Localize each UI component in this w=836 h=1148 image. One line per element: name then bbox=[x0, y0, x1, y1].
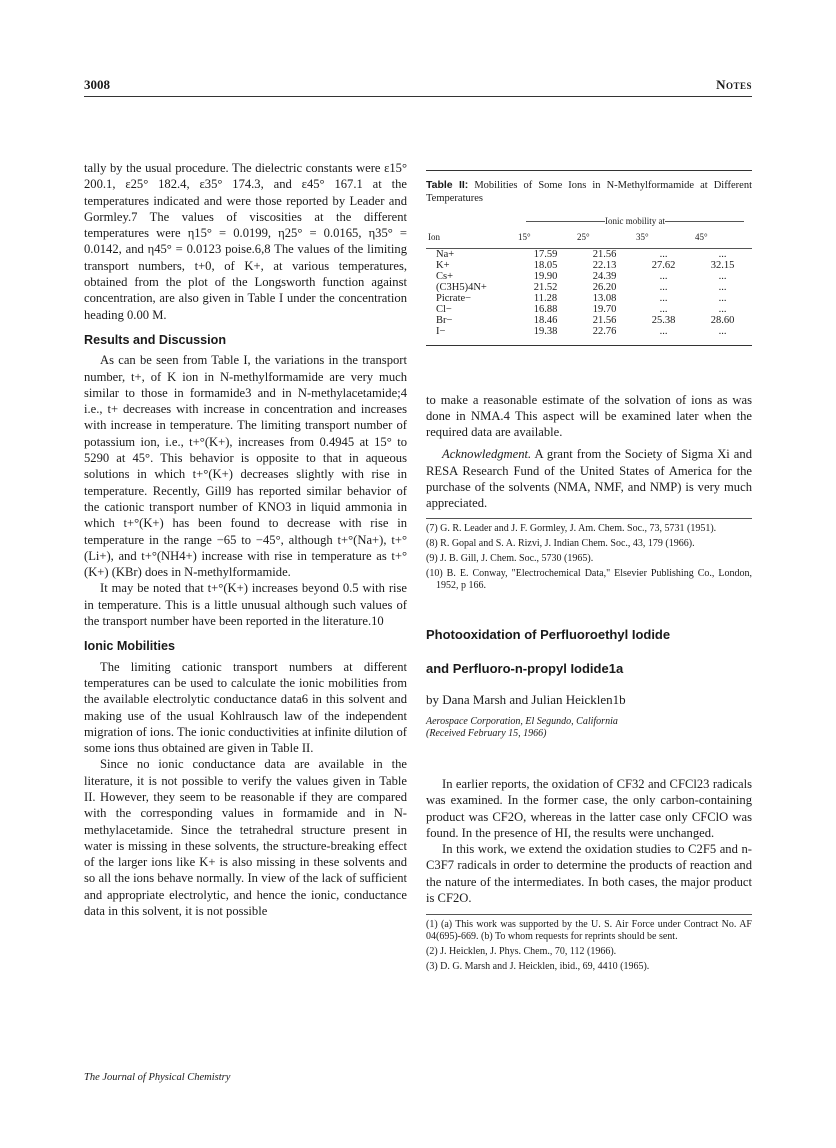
table-row bbox=[426, 304, 752, 315]
mobility-value: 19.90 bbox=[533, 270, 558, 282]
paragraph-results: As can be seen from Table I, the variations in the transport number, t+, of K ion in N-methylformamide are very much similar to those in formamide3 and in N-methylacetamide;4 i.e., t+ decreases with increase in concentration and increases with increase in temperature. The limiting transport number of potassium ion, i.e., t+°(K+), increases from 0.4945 at 15° to 5290 at 45°. This behavior is opposite to that in aqueous solutions in which t+°(K+) decreases slightly with rise in temperature. Recently, Gill9 has reported similar behavior of the cationic transport number of KNO3 in liquid ammonia in which t+°(K+) has been found to decrease with rise in temperature in the range −65 to −45°, although t+°(Na+), t+°(Li+), and t+°(NH4+) increase with rise in temperature as t+°(K+) (KBr) does in N-methylformamide. bbox=[84, 353, 407, 580]
ion-name: Br− bbox=[436, 314, 453, 326]
paragraph-earlier-reports: In earlier reports, the oxidation of CF32 and CFCl23 radicals was examined. In the former case, the only carbon-containing product was CF2O, whereas in the latter case only CFClO was found. In the presence of HI, the results were unchanged. bbox=[426, 776, 752, 840]
footnotes bbox=[426, 914, 752, 973]
paragraph-dielectric: tally by the usual procedure. The dielectric constants were ε15° 200.1, ε25° 182.4, ε35° 174.3, and ε45° 167.1 at the temperatures indicated and were those reported by Leader and Gormley.7 The values of viscosities at the different temperatures were η15° = 0.0199, η25° = 0.0165, η35° = 0.0142, and η45° = 0.0123 poise.6,8 The values of the limiting transport numbers, t+0, of K+, at various temperatures, obtained from the plot of the Longsworth function against concentration, are also given in Table I under the concentration heading 0.00 M. bbox=[84, 161, 407, 322]
reference-item: (10) B. E. Conway, "Electrochemical Data," Elsevier Publishing Co., London, 1952, p 166. bbox=[426, 567, 752, 591]
mobility-value: 19.38 bbox=[533, 325, 558, 337]
mobility-value: 27.62 bbox=[651, 259, 676, 271]
mobility-value: 32.15 bbox=[710, 259, 735, 271]
ion-name: Cs+ bbox=[436, 270, 454, 282]
right-column bbox=[426, 160, 752, 976]
reference-item: (7) G. R. Leader and J. F. Gormley, J. Am. Chem. Soc., 73, 5731 (1951). bbox=[426, 522, 717, 534]
ion-name: Cl− bbox=[436, 303, 452, 315]
ion-name: K+ bbox=[436, 259, 450, 271]
mobility-table bbox=[426, 229, 752, 336]
table-label: Table II: bbox=[426, 179, 469, 191]
mobility-value: 17.59 bbox=[533, 248, 558, 260]
journal-footer: The Journal of Physical Chemistry bbox=[84, 1072, 231, 1083]
page-number: 3008 bbox=[84, 77, 110, 92]
header-rule bbox=[84, 96, 752, 97]
table-row bbox=[426, 293, 752, 304]
mobility-value: 24.39 bbox=[592, 270, 617, 282]
mobility-value: 18.05 bbox=[533, 259, 558, 271]
paragraph-ionic-2: Since no ionic conductance data are available in the literature, it is not possible to verify the values given in Table II. However, they seem to be reasonable if they are compared with the corresponding values in formamide and in N-methylacetamide. Since the tetrahedral structure present in water is missing in these solvents, the structure-breaking effect of the larger ions like K+ is also missing in these solvents and so all the ions behave normally. In view of the lack of sufficient and appropriate electrolytic, and hence the ionic, conductance data in this solvent, it is not possible bbox=[84, 757, 407, 919]
mobility-value: ... bbox=[718, 325, 727, 337]
ion-name: Na+ bbox=[436, 248, 455, 260]
table-ii bbox=[426, 170, 752, 346]
table-row bbox=[426, 326, 752, 337]
mobility-value: ... bbox=[659, 248, 668, 260]
mobility-value: ... bbox=[659, 281, 668, 293]
reference-item: (8) R. Gopal and S. A. Rizvi, J. Indian Chem. Soc., 43, 179 (1966). bbox=[426, 537, 695, 549]
paragraph-solvation: to make a reasonable estimate of the solvation of ions as was done in NMA.4 This aspect will be examined later when the required data are available. bbox=[426, 392, 752, 440]
ion-name: I− bbox=[436, 325, 446, 337]
table-row bbox=[426, 271, 752, 282]
footnote-item: (2) J. Heicklen, J. Phys. Chem., 70, 112 (1966). bbox=[426, 946, 617, 958]
mobility-value: ... bbox=[659, 325, 668, 337]
table-row bbox=[426, 248, 752, 260]
mobility-value: 13.08 bbox=[592, 292, 617, 304]
mobility-value: 18.46 bbox=[533, 314, 558, 326]
mobility-value: 22.76 bbox=[592, 325, 617, 337]
ion-name: Picrate− bbox=[436, 292, 472, 304]
mobility-value: 21.52 bbox=[533, 281, 558, 293]
mobility-value: ... bbox=[659, 303, 668, 315]
mobility-value: 21.56 bbox=[592, 248, 617, 260]
mobility-value: 26.20 bbox=[592, 281, 617, 293]
footnote-item: (3) D. G. Marsh and J. Heicklen, ibid., 69, 4410 (1965). bbox=[426, 961, 650, 973]
mobility-value: 16.88 bbox=[533, 303, 558, 315]
col-header-temp: 35° bbox=[634, 229, 693, 248]
mobility-value: 28.60 bbox=[710, 314, 735, 326]
heading-ionic-mobilities: Ionic Mobilities bbox=[84, 639, 175, 654]
running-head: Notes bbox=[716, 77, 752, 92]
span-header: Ionic mobility at bbox=[526, 213, 744, 229]
footnote-item: (1) (a) This work was supported by the U. S. Air Force under Contract No. AF 04(695)-669. (b) To whom requests for reprints should be sent. bbox=[426, 919, 752, 943]
mobility-value: 22.13 bbox=[592, 259, 617, 271]
table-row bbox=[426, 260, 752, 271]
reference-item: (9) J. B. Gill, J. Chem. Soc., 5730 (1965). bbox=[426, 552, 594, 564]
reference-list bbox=[426, 518, 752, 592]
mobility-value: ... bbox=[718, 270, 727, 282]
paragraph-this-work: In this work, we extend the oxidation studies to C2F5 and n-C3F7 radicals in order to determine the products of reaction and the nature of the intermediates. In both cases, the major product is CF2O. bbox=[426, 842, 752, 906]
article-title: Photooxidation of Perfluoroethyl Iodide and Perfluoro-n-propyl Iodide1a bbox=[426, 626, 671, 676]
paragraph-note: It may be noted that t+°(K+) increases beyond 0.5 with rise in temperature. This is a little unusual although such values of the transport number have been reported in the literature.10 bbox=[84, 581, 407, 629]
paragraph-ionic-1: The limiting cationic transport numbers at different temperatures can be used to calculate the ionic mobilities from the available electrolytic conductance data6 in this solvent and making use of the usual Kohlrausch law of the independent migration of ions. The ionic conductivities at infinite dilution of some ions thus obtained are given in Table II. bbox=[84, 659, 407, 756]
mobility-value: 21.56 bbox=[592, 314, 617, 326]
col-header-ion: Ion bbox=[426, 229, 516, 248]
mobility-value: ... bbox=[659, 292, 668, 304]
table-caption-text: Mobilities of Some Ions in N-Methylformamide at Different Temperatures bbox=[426, 180, 752, 204]
left-column bbox=[84, 160, 407, 919]
col-header-temp: 45° bbox=[693, 229, 752, 248]
table-row bbox=[426, 282, 752, 293]
ion-name: (C3H5)4N+ bbox=[436, 281, 487, 293]
mobility-value: ... bbox=[718, 248, 727, 260]
table-row bbox=[426, 315, 752, 326]
mobility-value: ... bbox=[659, 270, 668, 282]
mobility-value: 11.28 bbox=[533, 292, 558, 304]
authors: by Dana Marsh and Julian Heicklen1b bbox=[426, 691, 626, 707]
mobility-value: 25.38 bbox=[651, 314, 676, 326]
paragraph-acknowledgment: Acknowledgment. A grant from the Society of Sigma Xi and RESA Research Fund of the United States of America for the purchase of the solvents (NMA, NMF, and NMP) is very much appreciated. bbox=[426, 447, 752, 511]
affiliation: Aerospace Corporation, El Segundo, California (Received February 15, 1966) bbox=[426, 715, 618, 739]
col-header-temp: 25° bbox=[575, 229, 634, 248]
heading-results: Results and Discussion bbox=[84, 332, 227, 347]
mobility-value: ... bbox=[718, 292, 727, 304]
mobility-value: ... bbox=[718, 281, 727, 293]
col-header-temp: 15° bbox=[516, 229, 575, 248]
mobility-value: 19.70 bbox=[592, 303, 617, 315]
table-caption bbox=[426, 179, 752, 205]
mobility-value: ... bbox=[718, 303, 727, 315]
